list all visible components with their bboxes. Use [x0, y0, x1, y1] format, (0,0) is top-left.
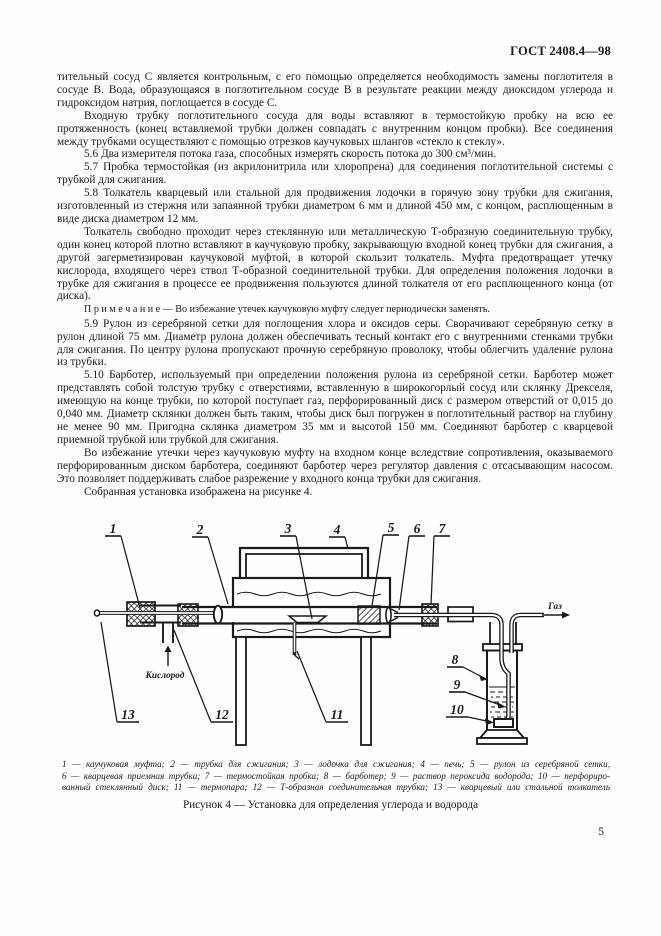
receiving-tube-flare: [386, 607, 391, 622]
insulation-wave-top: [237, 592, 381, 596]
note-paragraph: П р и м е ч а н и е — Во избежание утечек каучуковую муфту следует периодически заменять.: [84, 304, 490, 316]
insulation-wave-bottom: [237, 629, 381, 633]
callout-7: [431, 521, 450, 605]
callout-6-number: 6: [413, 521, 421, 536]
callout-8-number: 8: [451, 652, 459, 667]
flask-foot: [480, 730, 524, 738]
callout-3-number: 3: [284, 521, 292, 536]
callout-4-number: 4: [333, 522, 341, 537]
body-paragraph: тительный сосуд С является контрольным, с его помощью определяется необходимость замены поглотителя в сосуде В. Вода, образующаяся в поглотительном сосуде В в результате реакции между диоксидом углерода и гидроксидом натрия, поглощается в сосуде С.: [57, 71, 613, 109]
rubber-sleeve-joint: [448, 607, 473, 622]
gas-arrow-icon: [562, 612, 570, 619]
callout-2: [192, 522, 228, 604]
callout-3: [280, 521, 312, 619]
callout-11: [297, 651, 348, 722]
thermocouple: [295, 623, 300, 659]
standard-number: ГОСТ 2408.4—98: [510, 44, 611, 58]
peroxide-solution: [489, 687, 515, 717]
callout-13-number: 13: [121, 707, 135, 722]
body-paragraph: 5.9 Рулон из серебряной сетки для поглощения хлора и оксидов серы. Сворачивают серебряную сетку в рулон длиной 75 мм. Диаметр рулона должен обеспечивать тесный контакт его с внутренними стенками трубки для сжигания. По центру рулона пропускают прочную серебряную проволоку, чтобы облегчить удаление рулона из трубки.: [57, 317, 613, 369]
callout-7-number: 7: [438, 521, 446, 536]
callout-5: [372, 520, 399, 606]
body-paragraph: 5.7 Пробка термостойкая (из акрилонитрила или хлоропрена) для соединения поглотительной системы с трубкой для сжигания.: [57, 161, 613, 187]
callout-5-number: 5: [387, 520, 395, 535]
callout-10: [446, 702, 494, 725]
callout-10-number: 10: [450, 702, 464, 717]
body-paragraph: Входную трубку поглотительного сосуда для воды вставляют в термостойкую пробку на всю ее протяженность (конец вставляемой трубки должен совпадать с внутренним концом пробки). Все соединения между трубками осуществляют с помощью отрезков каучуковых шлангов «стекло к стеклу».: [57, 109, 613, 148]
callout-1-number: 1: [109, 521, 117, 536]
callout-12-number: 12: [215, 707, 229, 722]
callout-1: [105, 521, 140, 608]
callout-12: [174, 630, 233, 722]
oxygen-inlet: [165, 646, 172, 667]
body-paragraph: 5.10 Барботер, используемый при определении положения рулона из серебряной сетки. Барботер может представлять собой толстую трубку с отверстиями, вставленную в широкогорлый сосуд или склянку Дрекселя, имеющую на конце трубки, по которой поступает газ, перфорированный диск с размером отверстий от 0,015 до 0,040 мм. Диаметр склянки должен быть таким, чтобы диск был погружен в поглотительный раствор на глубину не менее 90 мм. Пригодна склянка диаметром 35 мм и высотой 150 мм. Соединяют барботер с кварцевой приемной трубкой или трубкой для сжигания.: [57, 369, 613, 446]
furnace-hood-inner: [246, 554, 362, 578]
body-paragraph: Толкатель свободно проходит через стеклянную или металлическую Т-образную соединительную трубку, один конец которой плотно вставляют в каучуковую пробку, закрывающую входной конец трубки для сжигания, а другой загерметизирован каучуковой муфтой, в которой скользит толкатель. Муфта предотвращает утечку кислорода, входящего через ствол Т-образной соединительной трубки. Для определения положения лодочки в трубке для сжигания в процессе ее продвижения пользуются длиной толкателя от его расплющенного конца (от диска).: [57, 225, 613, 303]
oxygen-arrow-icon: [165, 646, 172, 653]
furnace-leg-left: [236, 637, 246, 745]
furnace: [233, 548, 390, 745]
silver-mesh-roll: [358, 606, 380, 624]
gas-outlet-line: [512, 612, 571, 654]
callout-11-number: 11: [330, 707, 344, 722]
figure-legend: [62, 759, 610, 794]
callout-4: [329, 522, 348, 549]
callout-2-number: 2: [196, 522, 204, 537]
body-paragraph: Во избежание утечки через каучуковую муфту на входном конце вследствие сопротивления, оказываемого перфорированным диском барботера, соединяют барботер через регулятор давления с отсасывающим насосом. Это позволяет поддерживать слабое разрежение у входного конца трубки для сжигания.: [57, 446, 613, 485]
t-connector-tube: [140, 606, 181, 644]
oxygen-label: Кислород: [145, 671, 185, 681]
rubber-stopper-left: [178, 604, 198, 626]
callout-9-number: 9: [453, 677, 461, 692]
combustion-tube-bore: [182, 608, 437, 622]
callout-8: [447, 652, 488, 681]
legend-line: 1 — каучуковая муфта; 2 — трубка для сжигания; 3 — лодочка для сжигания; 4 — печь; 5 — рулон из серебряной сетки,: [62, 759, 610, 769]
rubber-stopper-right: [422, 604, 438, 626]
callout-13: [101, 622, 139, 722]
perforated-disc: [494, 719, 513, 727]
combustion-boat: [289, 616, 326, 623]
flask-base: [477, 738, 527, 744]
furnace-leg-right: [361, 637, 371, 745]
gas-label: Газ: [548, 602, 562, 612]
body-paragraph: 5.6 Два измерителя потока газа, способных измерять скорость потока до 300 см³/мин.: [84, 148, 497, 161]
pusher-rod-tip: [94, 610, 99, 616]
body-text: [57, 71, 613, 498]
pusher-disc: [214, 606, 222, 624]
legend-line: ванный стеклянный диск; 11 — термопара; 12 — Т-образная соединительная трубка; 13 — кварцевый или стальной толкатель: [62, 782, 610, 793]
furnace-hood-outer: [240, 548, 368, 578]
page-number: 5: [598, 825, 604, 838]
callout-9: [449, 677, 506, 709]
callout-6: [399, 521, 425, 610]
body-paragraph: Собранная установка изображена на рисунке 4.: [84, 485, 313, 498]
furnace-body: [233, 578, 390, 637]
legend-line: 6 — кварцевая приемная трубка; 7 — термостойкая пробка; 8 — барботер; 9 — раствор пероксида водорода; 10 — перфориро-: [62, 770, 610, 781]
flask-lip: [483, 644, 522, 651]
body-paragraph: 5.8 Толкатель кварцевый или стальной для продвижения лодочки в горячую зону трубки для сжигания, изготовленный из стержня или запаянной трубки диаметром 6 мм и длиной 450 мм, с концом, расплющенным в виде диска диаметром 12 мм.: [57, 187, 613, 225]
rubber-muff: [127, 602, 155, 626]
figure-caption: Рисунок 4 — Установка для определения углерода и водорода: [182, 799, 479, 811]
pusher-rod: [94, 606, 222, 624]
flask-body: [487, 651, 517, 731]
bubbler-flask: [477, 622, 527, 744]
receiving-tube-line: [386, 607, 509, 720]
combustion-tube: [178, 604, 438, 659]
